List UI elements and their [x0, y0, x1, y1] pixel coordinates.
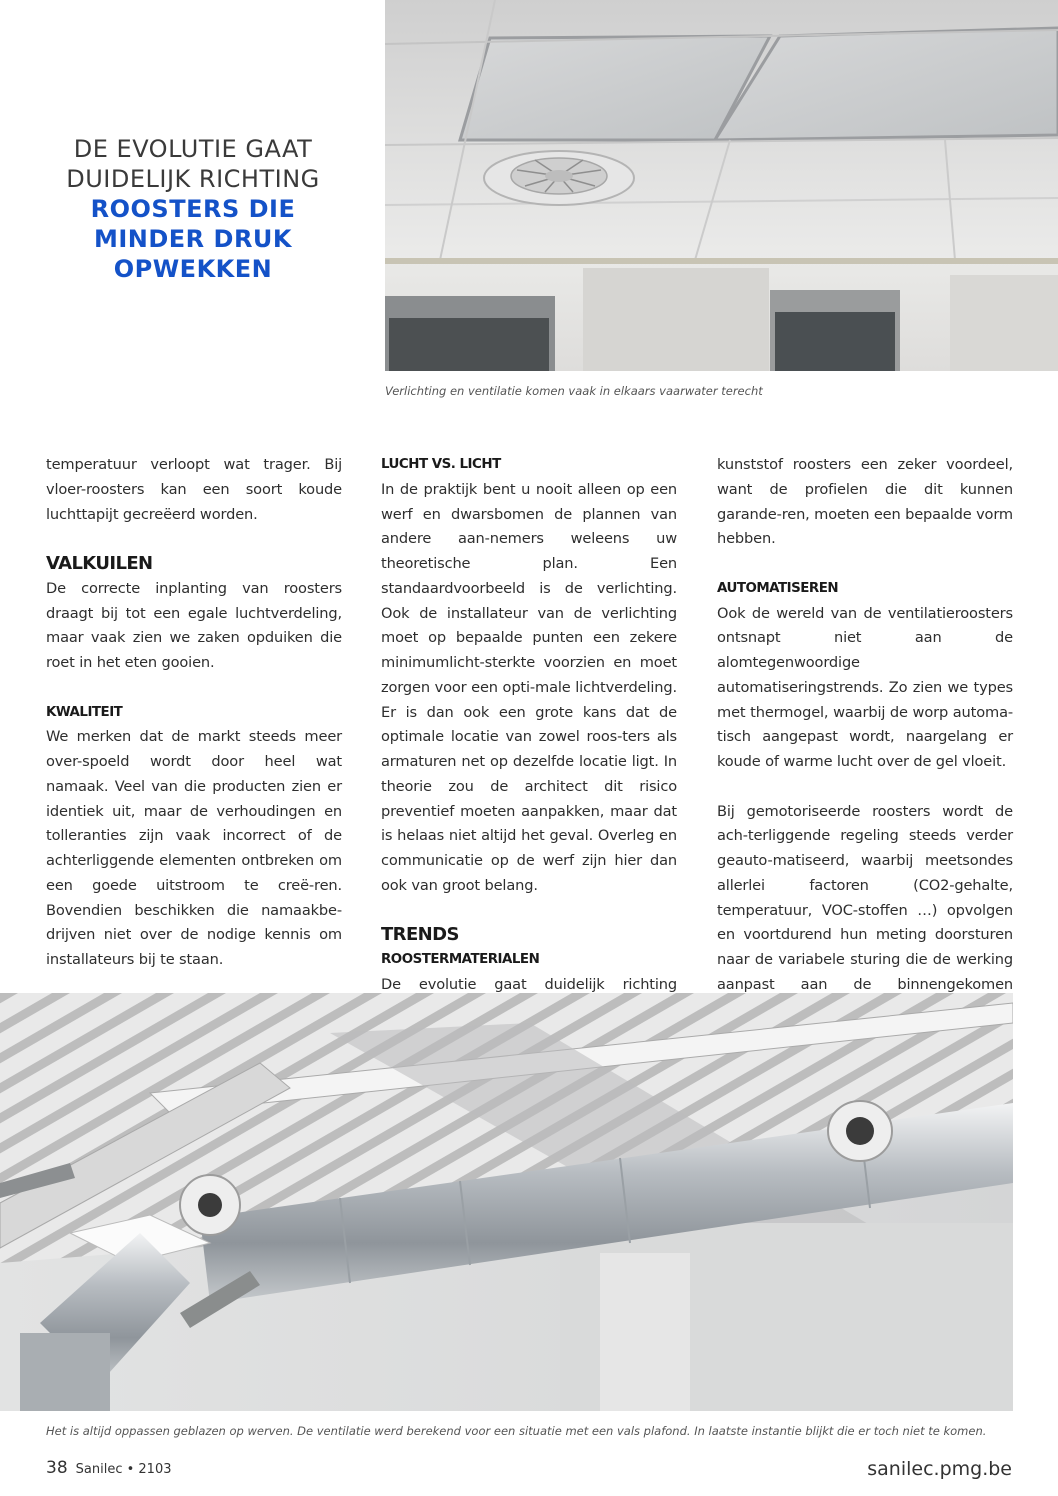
pull-quote-highlight: ROOSTERS DIE — [90, 195, 296, 223]
heading-trends: TRENDS — [381, 924, 459, 946]
pull-quote-line: DE EVOLUTIE GAAT — [73, 135, 313, 163]
paragraph: We merken dat de markt steeds meer over-spoeld wordt door heel wat namaak. Veel van die producten zien er identiek uit, maar de verhoudingen en tolleranties zijn vaak incorrect of de achterliggende elementen ontbreken om een goede uitstroom te creë-ren. Bovendien beschikken die namaakbe-drijven niet over de nodige kennis om installateurs bij te staan. — [46, 728, 342, 968]
page-number: 38 — [46, 1458, 68, 1478]
pull-quote-highlight: MINDER DRUK — [93, 225, 293, 253]
website-link[interactable]: sanilec.pmg.be — [867, 1458, 1012, 1480]
pull-quote-highlight: OPWEKKEN — [113, 255, 273, 283]
bottom-photo-caption: Het is altijd oppassen geblazen op werven. De ventilatie werd berekend voor een situatie met een vals plafond. In laatste instantie blijkt die er toch niet te komen. — [46, 1424, 987, 1438]
pull-quote-line: DUIDELIJK RICHTING — [66, 165, 320, 193]
top-photo-caption: Verlichting en ventilatie komen vaak in elkaars vaarwater terecht — [385, 384, 763, 398]
paragraph: De correcte inplanting van roosters draagt bij tot een egale luchtverdeling, maar vaak zien we zaken opduiken die roet in het eten gooien. — [46, 579, 342, 671]
heading-roostermaterialen: ROOSTERMATERIALEN — [381, 952, 540, 967]
article-column-3 — [717, 453, 1013, 1022]
paragraph: Bij gemotoriseerde roosters wordt de ach-terliggende regeling steeds verder geauto-matiseerd, waarbij meetsondes allerlei factoren (CO2-gehalte, temperatuur, VOC-stoffen …) opvolgen en voortdurend hun meting doorsturen naar de variabele sturing die de werking aanpast aan de binnengekomen — [717, 802, 1013, 993]
page-footer-left — [46, 1458, 171, 1478]
heading-valkuilen: VALKUILEN — [46, 553, 153, 574]
paragraph: Ook de wereld van de ventilatieroosters ontsnapt niet aan de alomtegenwoordige automatiseringstrends. Zo zien we types met thermogel, waarbij de worp automa-tisch aangepast wordt, naargelang er koude of warme lucht over de gel vloeit. — [717, 604, 1013, 770]
heading-lucht-vs-licht: LUCHT VS. LICHT — [381, 457, 501, 472]
bottom-photo — [0, 993, 1013, 1411]
exposed-duct-image — [0, 993, 1013, 1411]
heading-kwaliteit: KWALITEIT — [46, 704, 123, 720]
article-column-2 — [381, 453, 677, 1047]
paragraph: temperatuur verloopt wat trager. Bij vloer-roosters kan een soort koude luchttapijt gecreëerd worden. — [46, 456, 342, 523]
top-photo — [385, 0, 1058, 371]
article-column-1 — [46, 453, 342, 973]
paragraph: kunststof roosters een zeker voordeel, want de profielen die dit kunnen garande-ren, moeten een bepaalde vorm hebben. — [717, 456, 1013, 548]
paragraph: In de praktijk bent u nooit alleen op een werf en dwarsbomen de plannen van andere aan-nemers weleens uw theoretische plan. Een standaardvoorbeeld is de verlichting. Ook de installateur van de verlichting moet op bepaalde punten een zekere minimumlicht-sterkte voorzien en moet zorgen voor een opti-male lichtverdeling. Er is dan ook een grote kans dat de optimale locatie van zowel roos-ters als armaturen net op dezelfde locatie ligt. In theorie zou de architect dit risico preventief moeten aanpakken, maar dat is helaas niet altijd het geval. Overleg en communicatie op de werf zijn hier dan ook van groot belang. — [381, 480, 677, 894]
pull-quote — [40, 134, 346, 284]
ceiling-diffuser-image — [385, 0, 1058, 371]
paragraph: De evolutie gaat duidelijk richting — [381, 975, 677, 993]
magazine-issue: Sanilec • 2103 — [75, 1462, 172, 1477]
heading-automatiseren: AUTOMATISEREN — [717, 580, 839, 596]
